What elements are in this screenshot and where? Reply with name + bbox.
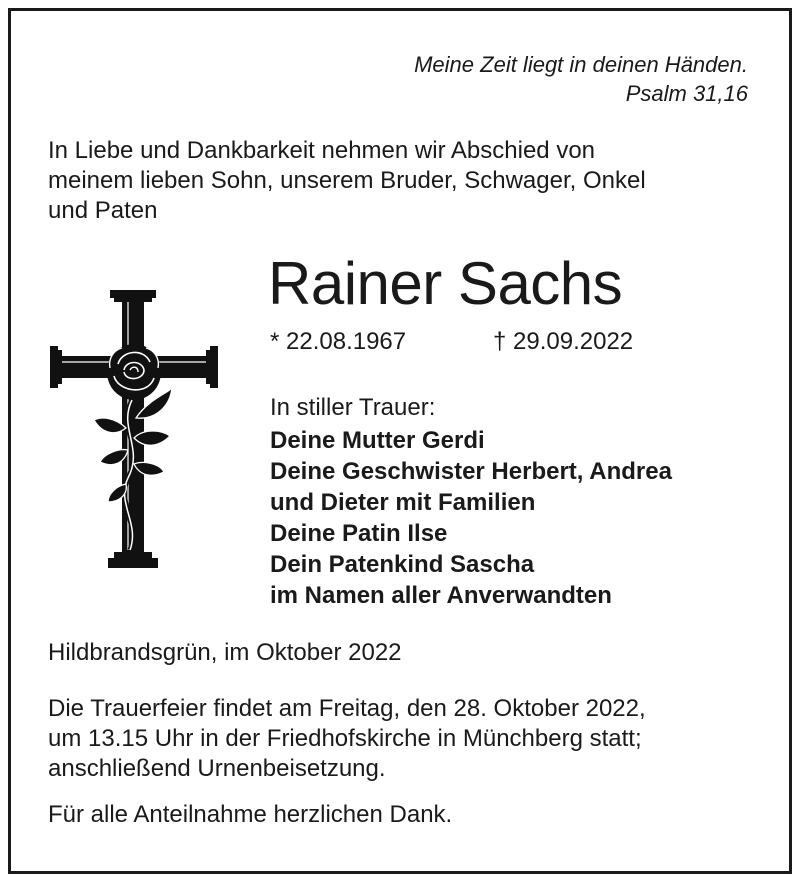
- mourner-line: und Dieter mit Familien: [270, 489, 536, 516]
- quote-text: Meine Zeit liegt in deinen Händen.: [414, 52, 748, 77]
- mourner-line: Dein Patenkind Sascha: [270, 551, 535, 578]
- service-line: um 13.15 Uhr in der Friedhofskirche in Münchberg statt;: [48, 725, 642, 752]
- intro-line: meinem lieben Sohn, unserem Bruder, Schwager, Onkel: [48, 167, 646, 194]
- birth-date: * 22.08.1967: [270, 328, 407, 355]
- deceased-name: Rainer Sachs: [268, 250, 623, 317]
- mourner-line: Deine Mutter Gerdi: [270, 427, 485, 454]
- mourner-line: im Namen aller Anverwandten: [270, 582, 612, 609]
- mourners-label: In stiller Trauer:: [270, 394, 436, 421]
- intro-line: und Paten: [48, 197, 158, 224]
- intro-line: In Liebe und Dankbarkeit nehmen wir Abschied von: [48, 137, 596, 164]
- cross-with-rose-icon: [48, 288, 220, 570]
- quote-source: Psalm 31,16: [625, 81, 748, 106]
- death-date: † 29.09.2022: [493, 328, 634, 355]
- intro-text: [48, 136, 748, 226]
- service-info: [48, 694, 758, 784]
- service-line: Die Trauerfeier findet am Freitag, den 28. Oktober 2022,: [48, 695, 646, 722]
- mourner-line: Deine Patin Ilse: [270, 520, 448, 547]
- mourner-line: Deine Geschwister Herbert, Andrea: [270, 458, 672, 485]
- service-line: anschließend Urnenbeisetzung.: [48, 755, 386, 782]
- place-date: Hildbrandsgrün, im Oktober 2022: [48, 639, 402, 666]
- thanks-text: Für alle Anteilnahme herzlichen Dank.: [48, 801, 453, 828]
- mourners-list: [270, 425, 672, 611]
- bible-quote: [414, 50, 748, 108]
